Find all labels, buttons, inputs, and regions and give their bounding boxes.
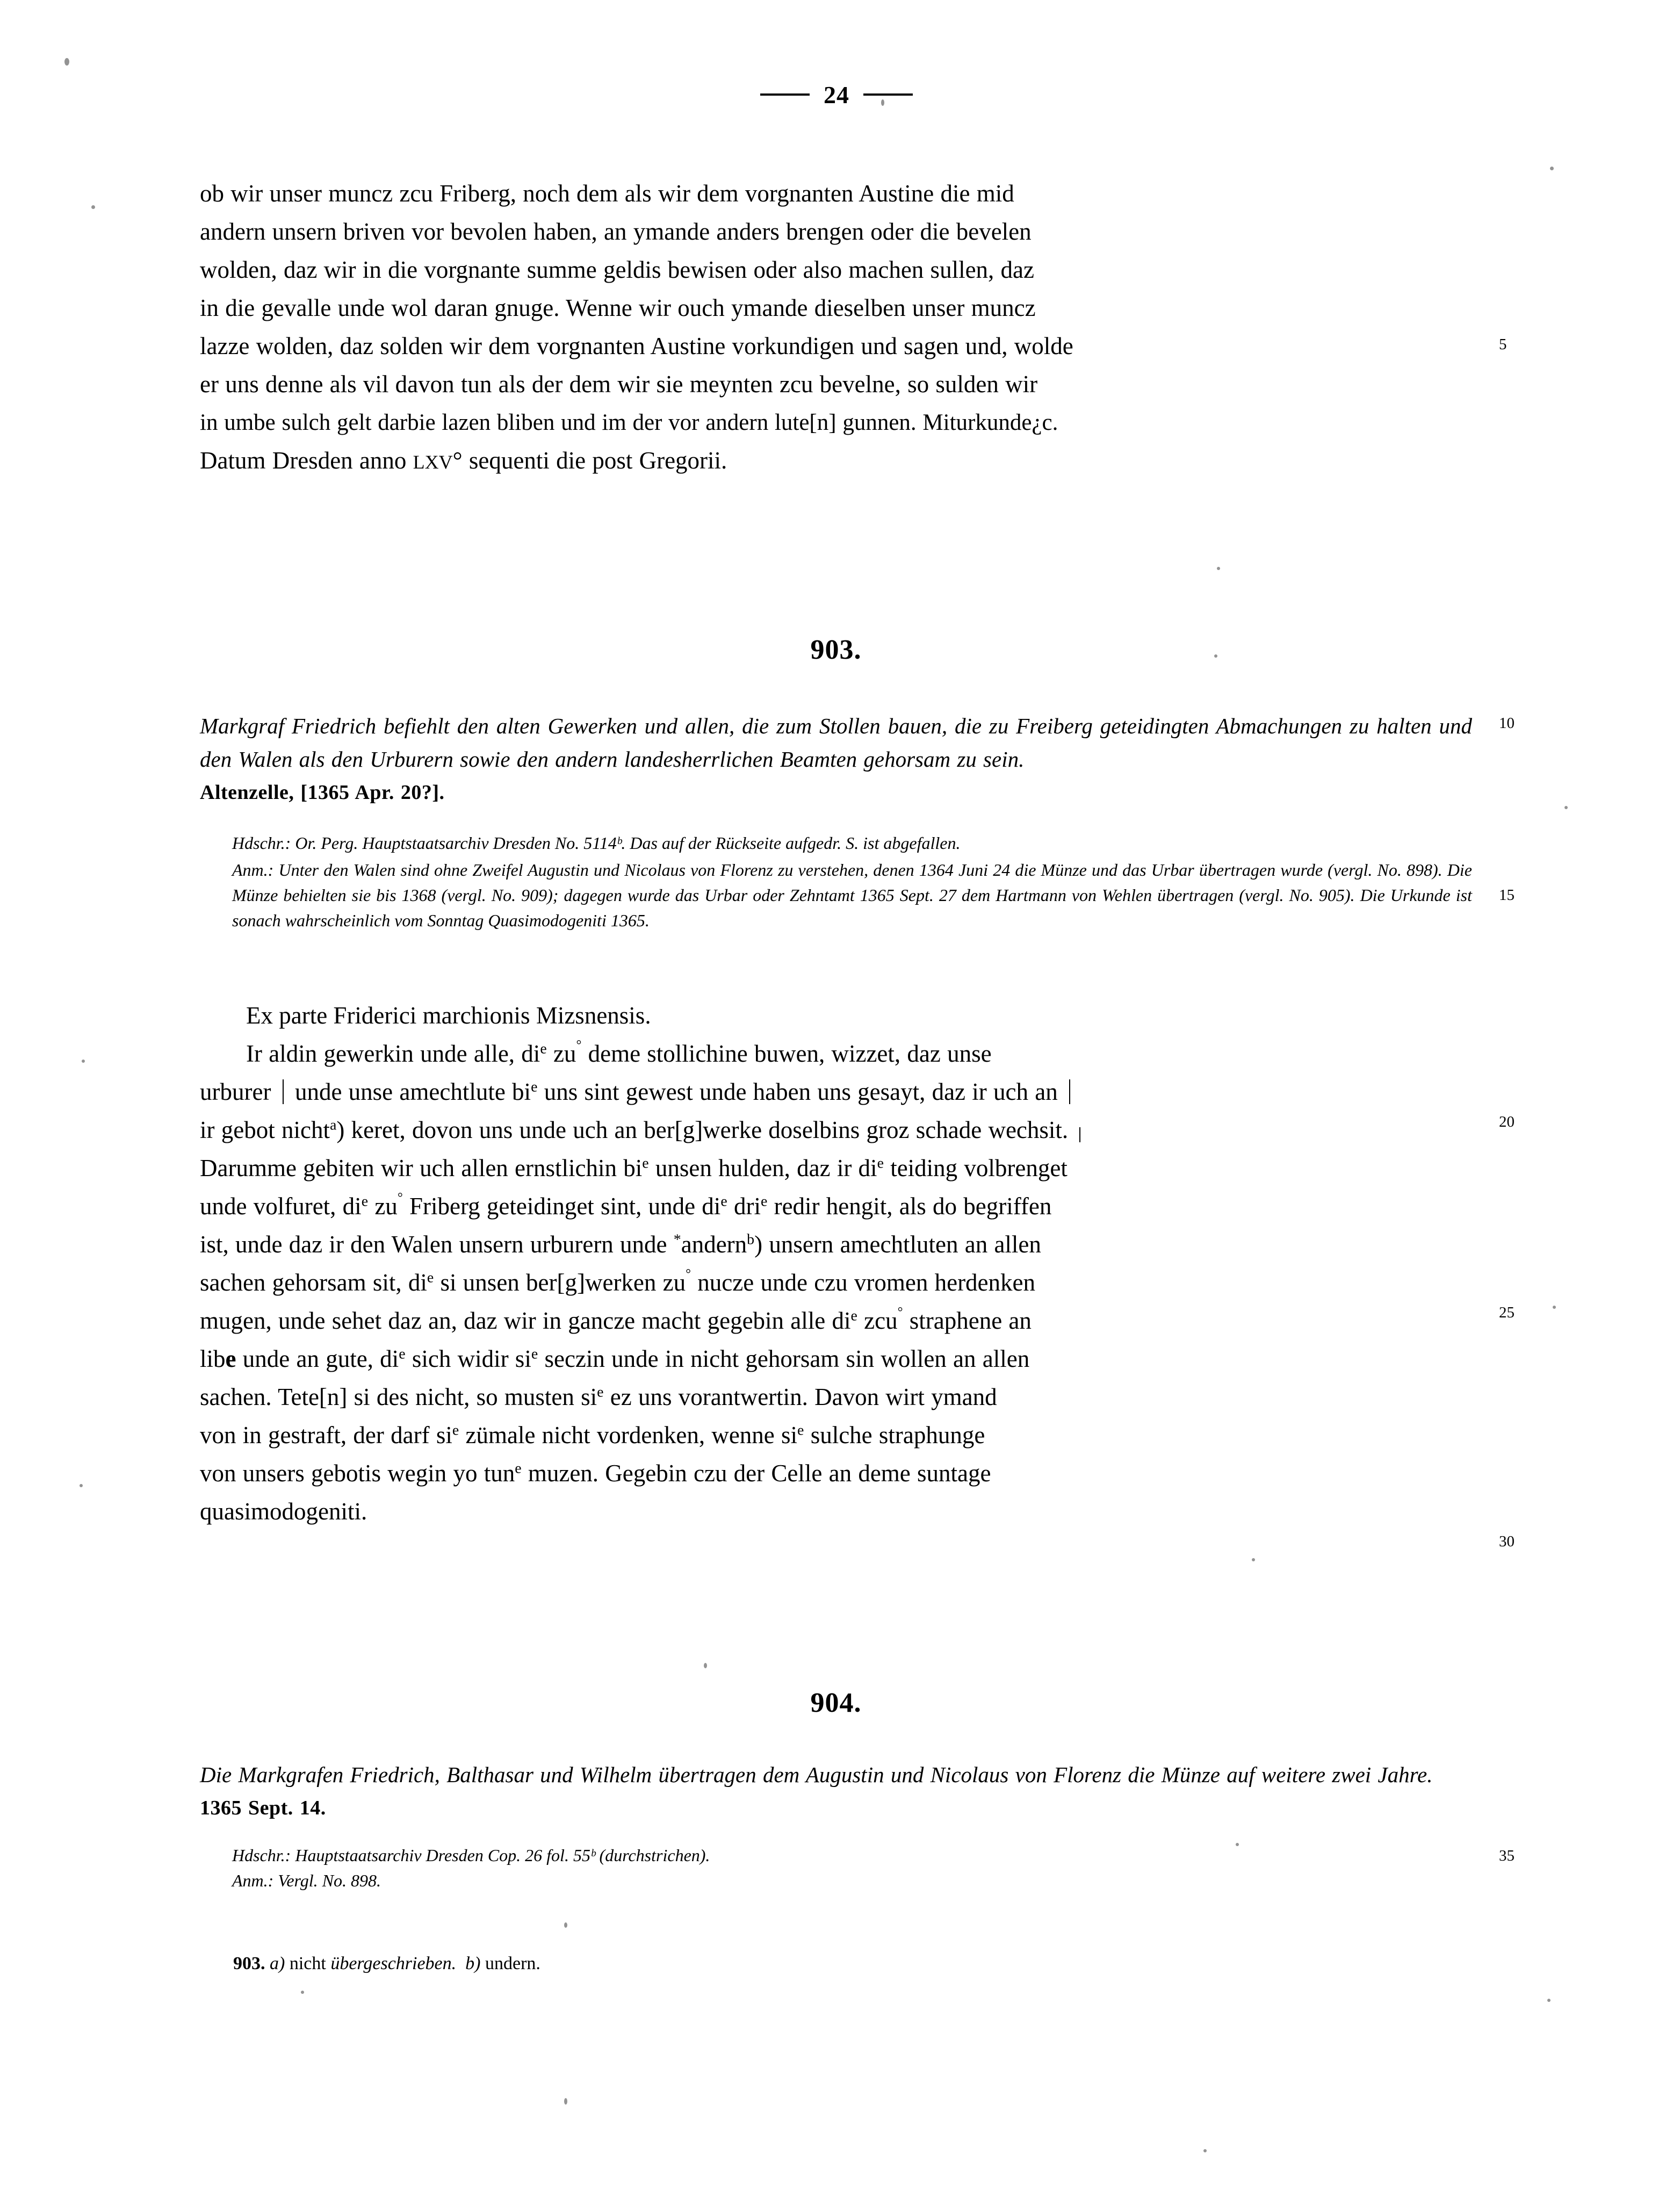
line-number-marker: 20 — [1499, 1113, 1515, 1130]
scan-speck — [301, 1991, 304, 1994]
continued-paragraph-block — [200, 175, 1472, 481]
head-rule-left — [760, 93, 810, 96]
document-904 — [200, 1687, 1472, 1719]
apparatus-904-hdschr — [200, 1843, 1472, 1868]
scan-speck — [564, 1922, 567, 1928]
scan-speck — [704, 1663, 707, 1668]
scan-speck — [1564, 806, 1568, 809]
manuscript-break-bar — [283, 1079, 284, 1104]
line-number-marker: 15 — [1499, 887, 1515, 904]
scan-speck — [82, 1060, 85, 1063]
doc903-line: von in gestraft, der darf $si^e$ zümale nicht vordenken, wenne $si^e$ sulche straphunge — [200, 1422, 985, 1449]
doc903-line: Darumme gebiten wir uch allen ernstlichin $bi^e$ unsen hulden, daz ir $di^e$ teiding volbrenget — [200, 1155, 1068, 1181]
continued-line: ob wir unser muncz zcu Friberg, noch dem als wir dem vorgnanten Austine die mid — [200, 180, 1014, 207]
doc903-line: von unsers gebotis wegin yo tun$^e$ muzen. Gegebin czu der Celle an deme suntage — [200, 1460, 991, 1487]
continued-line-last: Datum Dresden anno LXV° sequenti die post Gregorii. — [200, 447, 727, 474]
apparatus-904 — [200, 1843, 1472, 1893]
doc903-line: unde volfuret, $di^e$ zu° Friberg geteidinget sint, unde $di^e$ dri$^e$ redir hengit, als do begriffen — [200, 1190, 1052, 1220]
doc903-line: urburer unde unse amechtlute $bi^e$ uns sint gewest unde haben uns gesayt, daz ir uch an — [200, 1073, 1472, 1111]
scan-speck — [1217, 567, 1220, 570]
doc903-line: sachen. Tete[n] si des nicht, so musten $si^e$ ez uns vorantwertin. Davon wirt ymand — [200, 1384, 997, 1410]
document-903-text — [200, 997, 1472, 1531]
document-904-date: 1365 Sept. 14. — [200, 1797, 326, 1819]
regest-903-block — [200, 709, 1472, 809]
footnote-a-italic: übergeschrieben. — [330, 1954, 457, 1973]
continued-line: er uns denne als vil davon tun als der dem wir sie meynten zcu bevelne, so sulden wir — [200, 371, 1038, 398]
page-number: 24 — [824, 81, 849, 109]
continued-line: andern unsern briven vor bevolen haben, an ymande anders brengen oder die bevelen — [200, 218, 1032, 245]
footnote-doc-number: 903. — [233, 1954, 265, 1973]
line-number-marker: 30 — [1499, 1533, 1515, 1550]
running-head — [0, 81, 1673, 109]
doc903-line: libe unde an gute, $di^e$ sich widir $si^e$ seczin unde in nicht gehorsam sin wollen an allen — [200, 1345, 1030, 1372]
line-number-marker: 10 — [1499, 715, 1515, 732]
apparatus-903-hdschr-label: Hdschr.: — [232, 833, 291, 853]
apparatus-903-hdschr — [200, 831, 1472, 856]
regest-904 — [200, 1758, 1472, 1791]
continued-line: lazze wolden, daz solden wir dem vorgnanten Austine vorkundigen und sagen und, wolde — [200, 333, 1073, 359]
scan-speck — [564, 2098, 567, 2105]
continued-line: in umbe sulch gelt darbie lazen bliben und im der vor andern lute[n] gunnen. Miturkunde¿c. — [200, 410, 1058, 435]
doc903-line: quasimodogeniti. — [200, 1498, 367, 1525]
scan-speck — [64, 58, 69, 66]
apparatus-903 — [200, 831, 1472, 933]
apparatus-903-hdschr-text: Or. Perg. Hauptstaatsarchiv Dresden No. 5114ᵇ. Das auf der Rückseite aufgedr. S. ist abgefallen. — [295, 833, 961, 853]
document-903-date: Altenzelle, [1365 Apr. 20?]. — [200, 781, 445, 804]
rubric-903: Ex parte Friderici marchionis Mizsnensis. — [246, 1002, 651, 1029]
apparatus-904-hdschr-text: Hauptstaatsarchiv Dresden Cop. 26 fol. 55ᵇ (durchstrichen). — [295, 1846, 710, 1865]
regest-903-date-line — [200, 775, 1472, 809]
footnote-marker-a: a) — [270, 1954, 285, 1973]
roman-numeral: LXV — [413, 451, 453, 473]
line-number-marker: 35 — [1499, 1847, 1515, 1864]
document-number-903: 903. — [810, 635, 862, 665]
document-903 — [200, 634, 1472, 666]
doc903-line: mugen, unde sehet daz an, daz wir in gancze macht gegebin alle $di^e$ zcu° straphene an — [200, 1305, 1032, 1334]
doc903-line: sachen gehorsam sit, $di^e$ si unsen ber[g]werken zu° nucze unde czu vromen herdenken — [200, 1266, 1036, 1296]
apparatus-904-anm-label: Anm.: — [232, 1871, 274, 1890]
regest-903-text: Markgraf Friedrich befiehlt den alten Gewerken und allen, die zum Stollen bauen, die zu Freiberg geteidingten Abmachungen zu halten und den Walen als den Urburern sowie den andern landesherrlichen Beamten gehorsam zu sein. — [200, 714, 1472, 772]
apparatus-903-anm — [200, 858, 1472, 933]
manuscript-break-bar — [1079, 1127, 1080, 1142]
continued-line: wolden, daz wir in die vorgnante summe geldis bewisen oder also machen sullen, daz — [200, 256, 1034, 283]
scan-speck — [1252, 1558, 1255, 1561]
regest-904-block — [200, 1758, 1472, 1825]
scan-speck — [1203, 2149, 1207, 2152]
scan-speck — [1553, 1306, 1556, 1309]
doc903-line: Ir aldin gewerkin unde alle, $di^e$ zu° deme stollichine buwen, wizzet, daz unse — [246, 1037, 992, 1067]
scan-speck — [80, 1484, 83, 1487]
document-number-904: 904. — [810, 1688, 862, 1718]
apparatus-903-anm-text: Unter den Walen sind ohne Zweifel Augustin und Nicolaus von Florenz zu verstehen, denen 1364 Juni 24 die Münze und das Urbar übertragen wurde (vergl. No. 898). Die Münze behielten sie bis 1368 (vergl. No. 909); dagegen wurde das Urbar oder Zehntamt 1365 Sept. 27 dem Hartmann von Wehlen übertragen (vergl. No. 905). Die Urkunde ist sonach wahrscheinlich vom Sonntag Quasimodogeniti 1365. — [232, 860, 1473, 930]
head-rule-right — [863, 93, 913, 96]
line-number-marker: 25 — [1499, 1304, 1515, 1321]
regest-904-text: Die Markgrafen Friedrich, Balthasar und Wilhelm übertragen dem Augustin und Nicolaus von Florenz die Münze auf weitere zwei Jahre. — [200, 1762, 1433, 1787]
line-number-marker: 5 — [1499, 336, 1507, 353]
apparatus-904-anm-text: Vergl. No. 898. — [278, 1871, 381, 1890]
footnote-b-text: undern. — [485, 1954, 540, 1973]
scan-speck — [1550, 167, 1554, 170]
apparatus-903-anm-label: Anm.: — [232, 860, 274, 880]
continued-line: in die gevalle unde wol daran gnuge. Wenne wir ouch ymande dieselben unser muncz — [200, 294, 1036, 321]
doc903-line: ist, unde daz ir den Walen unsern urburern unde *andern$^b$) unsern amechtluten an allen — [200, 1231, 1041, 1258]
footnote-a-roman: nicht — [289, 1954, 331, 1973]
apparatus-904-anm — [200, 1868, 1472, 1893]
manuscript-break-bar — [1069, 1079, 1070, 1104]
doc903-line: ir gebot nicht$^a$) keret, dovon uns unde uch an ber[g]werke doselbins groz schade wechsit. — [200, 1111, 1472, 1149]
apparatus-904-hdschr-label: Hdschr.: — [232, 1846, 291, 1865]
scan-speck — [1547, 1999, 1551, 2002]
regest-904-date-line — [200, 1790, 1472, 1825]
scan-speck — [91, 205, 95, 209]
footnote-line-903 — [200, 1950, 1472, 1977]
footnote-marker-b: b) — [465, 1954, 481, 1973]
footnote-block — [200, 1950, 1472, 1977]
regest-903 — [200, 709, 1472, 776]
